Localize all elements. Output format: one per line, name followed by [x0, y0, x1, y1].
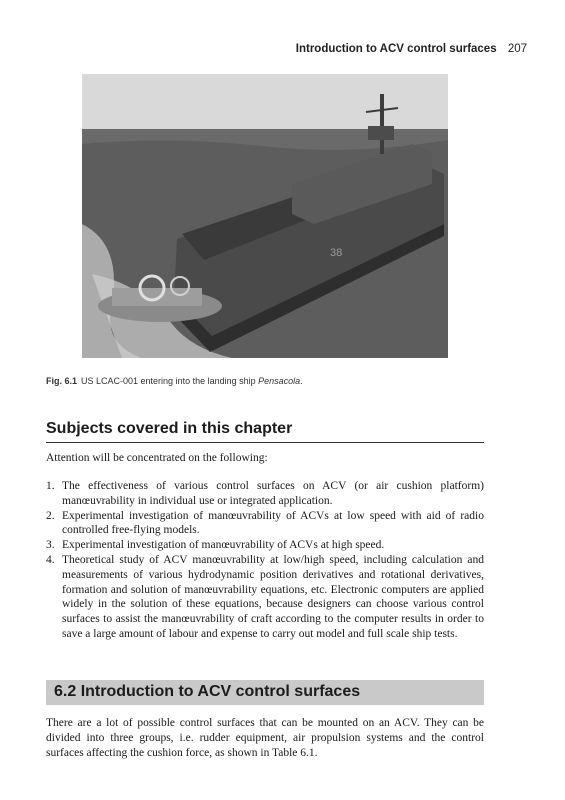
- landing-ship-photo: [82, 74, 448, 358]
- mast: [380, 94, 384, 154]
- intro-paragraph: Attention will be concentrated on the following:: [46, 452, 268, 464]
- page-number: 207: [507, 43, 527, 55]
- list-item: [46, 509, 484, 539]
- list-item-number: 2.: [46, 509, 55, 522]
- running-head-title: Introduction to ACV control surfaces: [295, 43, 497, 55]
- section-heading: Subjects covered in this chapter: [46, 420, 484, 443]
- running-head: [296, 43, 527, 55]
- list-item: [46, 479, 484, 509]
- list-item-number: 4.: [46, 553, 55, 566]
- sky: [82, 74, 448, 129]
- list-item: [46, 538, 484, 553]
- list-item: [46, 553, 484, 642]
- section-62-band: [46, 680, 484, 705]
- subjects-list: [46, 479, 484, 642]
- list-item-text: Theoretical study of ACV manœuvrability at low/high speed, including calculation and measurements of various hydrodynamic position derivatives and rotational derivatives, formation and solution of manœuvrability equations, etc. Electronic computers are applied widely in the solution of these equations, because designers can choose various control surfaces to assist the manœuvrability of craft according to the computer results in order to save a large amount of labour and expense to carry out model and full scale ship tests.: [62, 553, 484, 640]
- list-item-number: 1.: [46, 480, 55, 492]
- list-item-text: The effectiveness of various control surfaces on ACV (or air cushion platform) manœuvrability in individual use or integrated application.: [62, 480, 484, 507]
- bridge: [368, 126, 394, 140]
- list-item-text: Experimental investigation of manœuvrability of ACVs at low speed with aid of radio controlled free-flying models.: [62, 509, 484, 537]
- caption-ship-name: Pensacola: [258, 376, 301, 386]
- caption-text: US LCAC-001 entering into the landing ship: [81, 376, 259, 386]
- figure-caption: [46, 376, 303, 386]
- caption-end: .: [300, 376, 303, 386]
- figure-photo: [82, 74, 448, 358]
- list-item-text: Experimental investigation of manœuvrability of ACVs at high speed.: [62, 539, 385, 552]
- figure-label: Fig. 6.1: [46, 376, 78, 386]
- section-62-paragraph: There are a lot of possible control surfaces that can be mounted on an ACV. They can be divided into three groups, i.e. rudder equipment, air propulsion systems and the control surfaces affecting the cushion force, as shown in Table 6.1.: [46, 717, 484, 759]
- list-item-number: 3.: [46, 539, 55, 552]
- hull-number: 38: [330, 247, 343, 259]
- section-62-title: 6.2 Introduction to ACV control surfaces: [54, 683, 361, 700]
